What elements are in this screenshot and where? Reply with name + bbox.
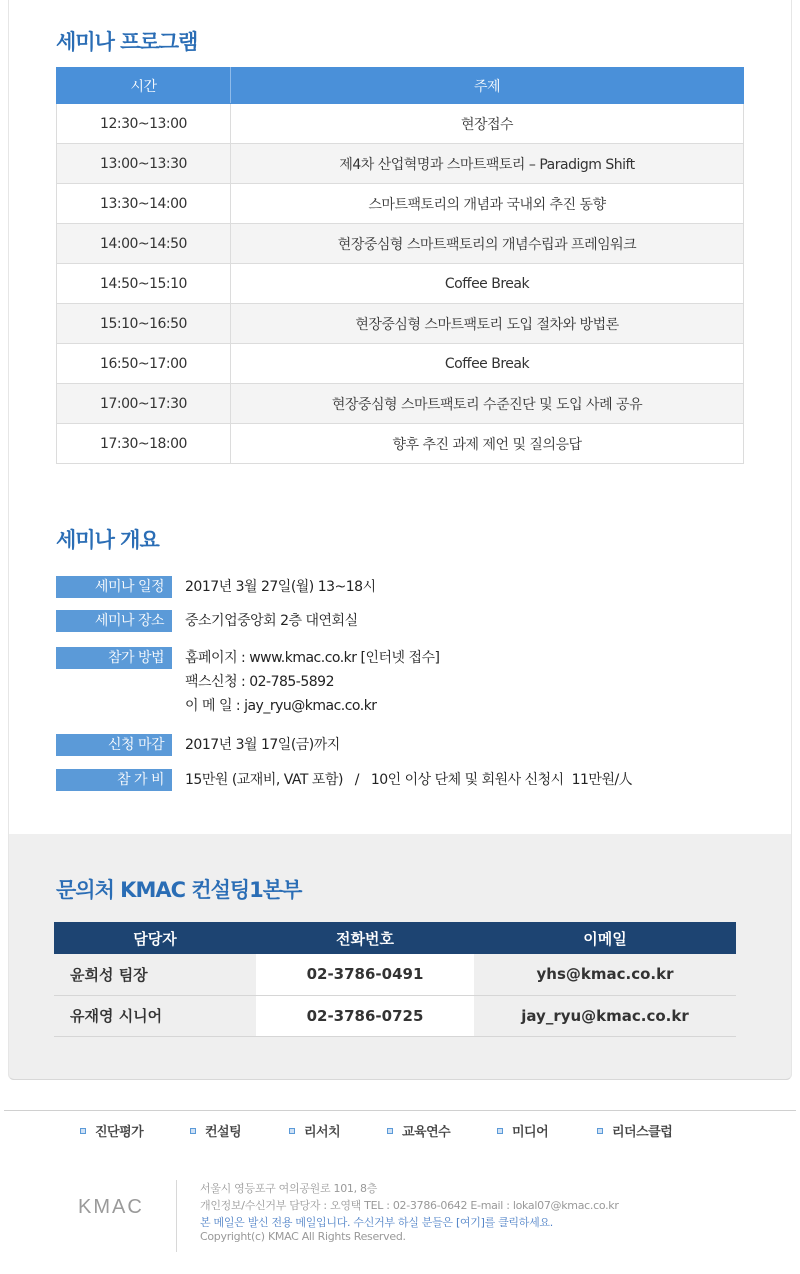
topic-cell: 제4차 산업혁명과 스마트팩토리 – Paradigm Shift xyxy=(231,144,744,184)
time-cell: 14:50~15:10 xyxy=(57,264,231,304)
overview-place-row xyxy=(56,610,358,633)
footer-nav-label: 리서치 xyxy=(304,1125,341,1140)
footer-nav-consulting[interactable] xyxy=(190,1121,241,1140)
date-label: 세미나 일정 xyxy=(56,576,172,598)
table-row xyxy=(57,384,744,424)
footer-nav-education[interactable] xyxy=(387,1121,450,1140)
footer-address: 서울시 영등포구 여의공원로 101, 8층 xyxy=(200,1182,378,1195)
table-row xyxy=(57,264,744,304)
footer-copyright: Copyright(c) KMAC All Rights Reserved. xyxy=(200,1230,406,1243)
table-row xyxy=(57,304,744,344)
table-row xyxy=(54,954,736,995)
overview-deadline-row xyxy=(56,734,340,757)
time-cell: 17:00~17:30 xyxy=(57,384,231,424)
time-column-header: 시간 xyxy=(57,68,231,104)
footer-unsubscribe-link[interactable]: 본 메일은 발신 전용 메일입니다. 수신거부 하실 분들은 [여기]를 클릭하세요. xyxy=(200,1216,553,1229)
method-email[interactable]: 이 메 일 : jay_ryu@kmac.co.kr xyxy=(185,698,377,714)
fee-value: 15만원 (교재비, VAT 포함) / 10인 이상 단체 및 회원사 신청시 11만원/人 xyxy=(185,772,633,788)
contact-email[interactable]: yhs@kmac.co.kr xyxy=(474,954,736,995)
program-table xyxy=(56,67,744,464)
contact-email[interactable]: jay_ryu@kmac.co.kr xyxy=(474,995,736,1036)
time-cell: 13:30~14:00 xyxy=(57,184,231,224)
footer-nav-research[interactable] xyxy=(289,1121,340,1140)
bullet-icon xyxy=(190,1128,196,1134)
program-header-row xyxy=(57,68,744,104)
overview-fee-row xyxy=(56,769,632,792)
time-cell: 16:50~17:00 xyxy=(57,344,231,384)
footer-privacy: 개인정보/수신거부 담당자 : 오영택 TEL : 02-3786-0642 E-mail : lokal07@kmac.co.kr xyxy=(200,1199,619,1212)
bullet-icon xyxy=(387,1128,393,1134)
footer-vertical-divider xyxy=(176,1180,177,1252)
contact-title: 문의처 KMAC 컨설팅1본부 xyxy=(56,878,302,902)
topic-cell: 현장중심형 스마트팩토리 도입 절차와 방법론 xyxy=(231,304,744,344)
method-label: 참가 방법 xyxy=(56,647,172,669)
time-cell: 14:00~14:50 xyxy=(57,224,231,264)
program-title: 세미나 프로그램 xyxy=(56,30,198,54)
time-cell: 13:00~13:30 xyxy=(57,144,231,184)
topic-cell: Coffee Break xyxy=(231,344,744,384)
bullet-icon xyxy=(497,1128,503,1134)
bullet-icon xyxy=(289,1128,295,1134)
time-cell: 12:30~13:00 xyxy=(57,104,231,144)
contact-name: 유재영 시니어 xyxy=(54,995,256,1036)
table-row xyxy=(54,995,736,1036)
method-homepage[interactable]: 홈페이지 : www.kmac.co.kr [인터넷 접수] xyxy=(185,650,440,666)
footer-nav-media[interactable] xyxy=(497,1121,548,1140)
footer-nav-leaders-club[interactable] xyxy=(597,1121,672,1140)
footer-nav-label: 미디어 xyxy=(512,1125,549,1140)
time-cell: 17:30~18:00 xyxy=(57,424,231,464)
time-cell: 15:10~16:50 xyxy=(57,304,231,344)
contact-email-header: 이메일 xyxy=(474,922,736,954)
footer-nav-label: 교육연수 xyxy=(402,1125,451,1140)
topic-column-header: 주제 xyxy=(231,68,744,104)
deadline-value: 2017년 3월 17일(금)까지 xyxy=(185,737,340,753)
date-value: 2017년 3월 27일(월) 13~18시 xyxy=(185,579,376,595)
place-label: 세미나 장소 xyxy=(56,610,172,632)
footer-nav-label: 진단평가 xyxy=(95,1125,144,1140)
contact-phone: 02-3786-0725 xyxy=(256,995,474,1036)
fee-label: 참 가 비 xyxy=(56,769,172,791)
contact-phone: 02-3786-0491 xyxy=(256,954,474,995)
table-row xyxy=(57,344,744,384)
table-row xyxy=(57,224,744,264)
kmac-logo: KMAC xyxy=(78,1196,144,1218)
table-row xyxy=(57,144,744,184)
footer-nav-label: 컨설팅 xyxy=(205,1125,242,1140)
table-row xyxy=(57,424,744,464)
topic-cell: 향후 추진 과제 제언 및 질의응답 xyxy=(231,424,744,464)
overview-title: 세미나 개요 xyxy=(56,528,159,552)
method-fax: 팩스신청 : 02-785-5892 xyxy=(185,674,334,690)
footer-nav-diagnosis[interactable] xyxy=(80,1121,143,1140)
table-row xyxy=(57,184,744,224)
topic-cell: 현장중심형 스마트팩토리 수준진단 및 도입 사례 공유 xyxy=(231,384,744,424)
topic-cell: Coffee Break xyxy=(231,264,744,304)
overview-date-row xyxy=(56,576,376,599)
place-value: 중소기업중앙회 2층 대연회실 xyxy=(185,613,358,629)
deadline-label: 신청 마감 xyxy=(56,734,172,756)
topic-cell: 현장접수 xyxy=(231,104,744,144)
contact-phone-header: 전화번호 xyxy=(256,922,474,954)
topic-cell: 현장중심형 스마트팩토리의 개념수립과 프레임워크 xyxy=(231,224,744,264)
contact-name: 윤희성 팀장 xyxy=(54,954,256,995)
table-row xyxy=(57,104,744,144)
topic-cell: 스마트팩토리의 개념과 국내외 추진 동향 xyxy=(231,184,744,224)
bullet-icon xyxy=(80,1128,86,1134)
overview-method-row xyxy=(56,647,439,718)
contact-header-row xyxy=(54,922,736,954)
contact-table xyxy=(54,922,736,1037)
bullet-icon xyxy=(597,1128,603,1134)
contact-name-header: 담당자 xyxy=(54,922,256,954)
footer-nav-label: 리더스클럽 xyxy=(612,1125,673,1140)
method-value xyxy=(185,646,439,718)
footer-divider xyxy=(4,1110,796,1111)
